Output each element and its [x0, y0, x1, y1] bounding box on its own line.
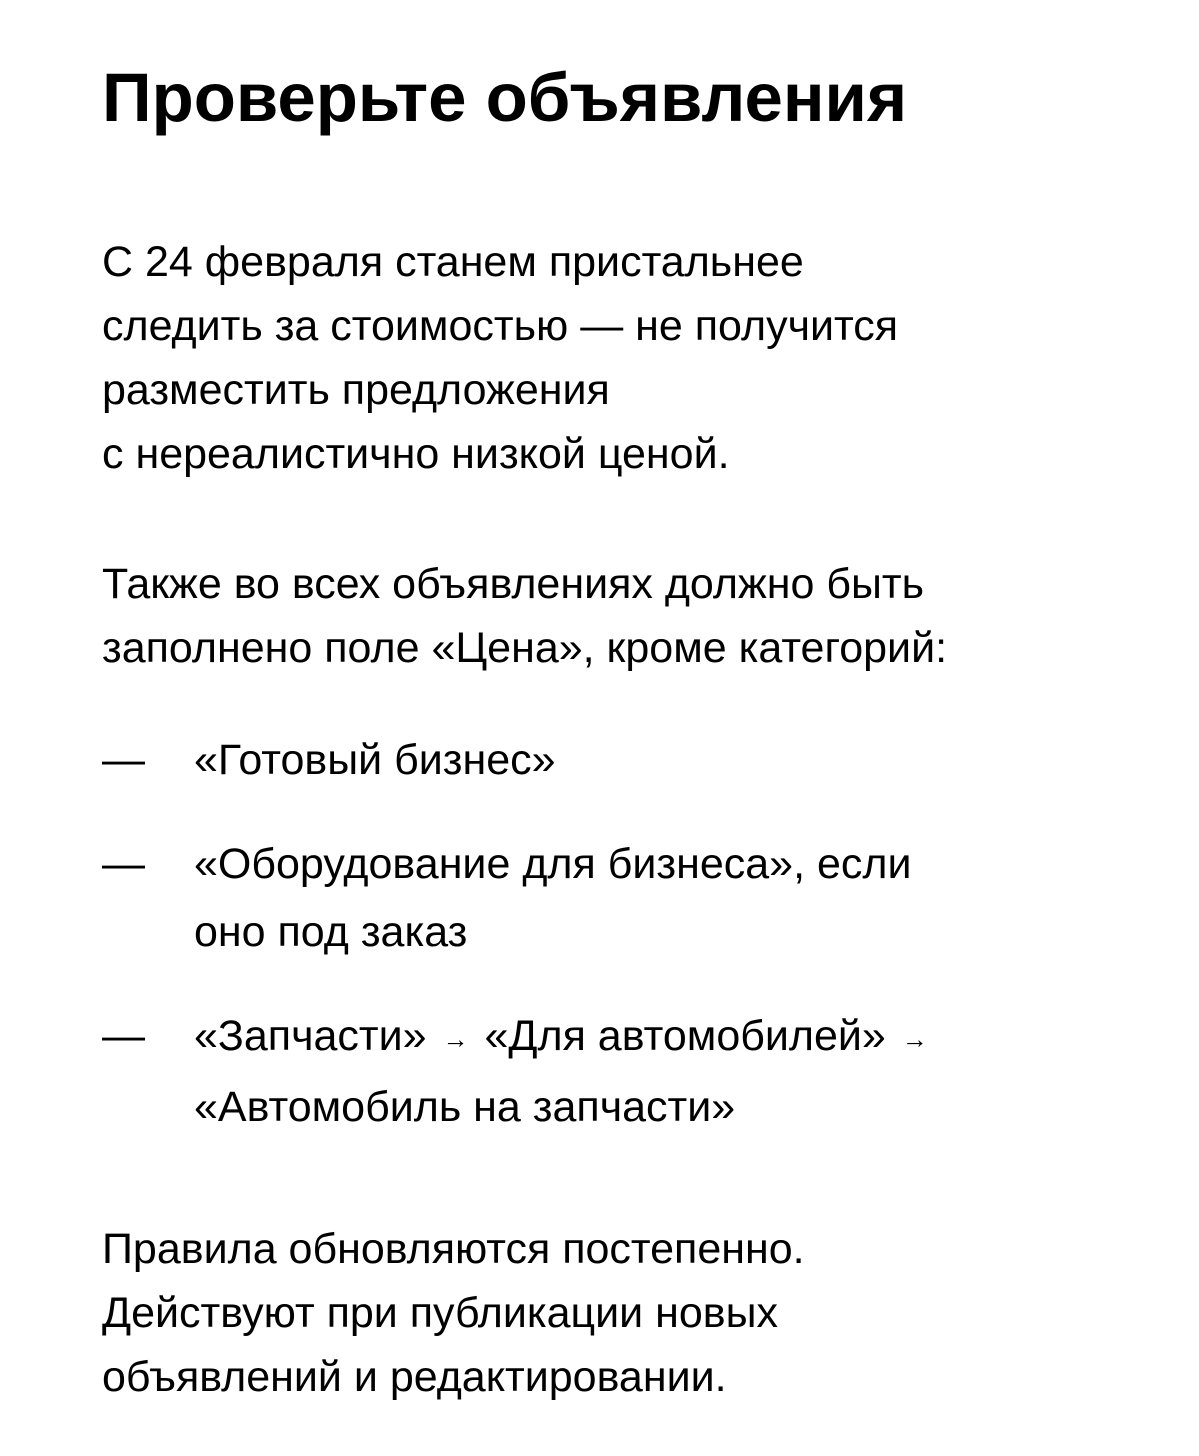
intro-paragraph	[102, 230, 1139, 486]
list-item	[102, 1002, 1139, 1141]
dash-bullet-icon: —	[102, 1012, 145, 1060]
category-ready-business: «Готовый бизнес»	[194, 736, 556, 784]
arrow-right-icon: →	[901, 1024, 928, 1054]
category-business-equipment-condition: оно под заказ	[194, 908, 468, 956]
footer-paragraph	[102, 1217, 1139, 1409]
exempt-categories-list	[102, 726, 1139, 1141]
intro-line: разместить предложения	[102, 366, 610, 414]
category-path	[194, 1002, 1139, 1073]
dash-bullet-icon: —	[102, 736, 145, 784]
footer-line: Правила обновляются постепенно.	[102, 1225, 805, 1273]
price-note-paragraph	[102, 552, 1139, 680]
price-note-line: Также во всех объявлениях должно быть	[102, 560, 924, 608]
footer-line: объявлений и редактировании.	[102, 1353, 727, 1401]
intro-line: С 24 февраля станем пристальнее	[102, 238, 804, 286]
dash-bullet-icon: —	[102, 840, 145, 888]
list-item	[102, 726, 1139, 794]
intro-line: с нереалистично низкой ценой.	[102, 430, 730, 478]
arrow-right-icon: →	[442, 1024, 469, 1054]
category-car-for-parts: «Автомобиль на запчасти»	[194, 1083, 736, 1131]
page-title: Проверьте объявления	[102, 59, 908, 136]
category-spare-parts: «Запчасти»	[194, 1012, 427, 1060]
list-item	[102, 830, 1139, 966]
footer-line: Действуют при публикации новых	[102, 1289, 779, 1337]
category-business-equipment: «Оборудование для бизнеса», если	[194, 840, 912, 888]
price-note-line: заполнено поле «Цена», кроме категорий:	[102, 624, 948, 672]
category-for-cars: «Для автомобилей»	[484, 1012, 886, 1060]
intro-line: следить за стоимостью — не получится	[102, 302, 899, 350]
